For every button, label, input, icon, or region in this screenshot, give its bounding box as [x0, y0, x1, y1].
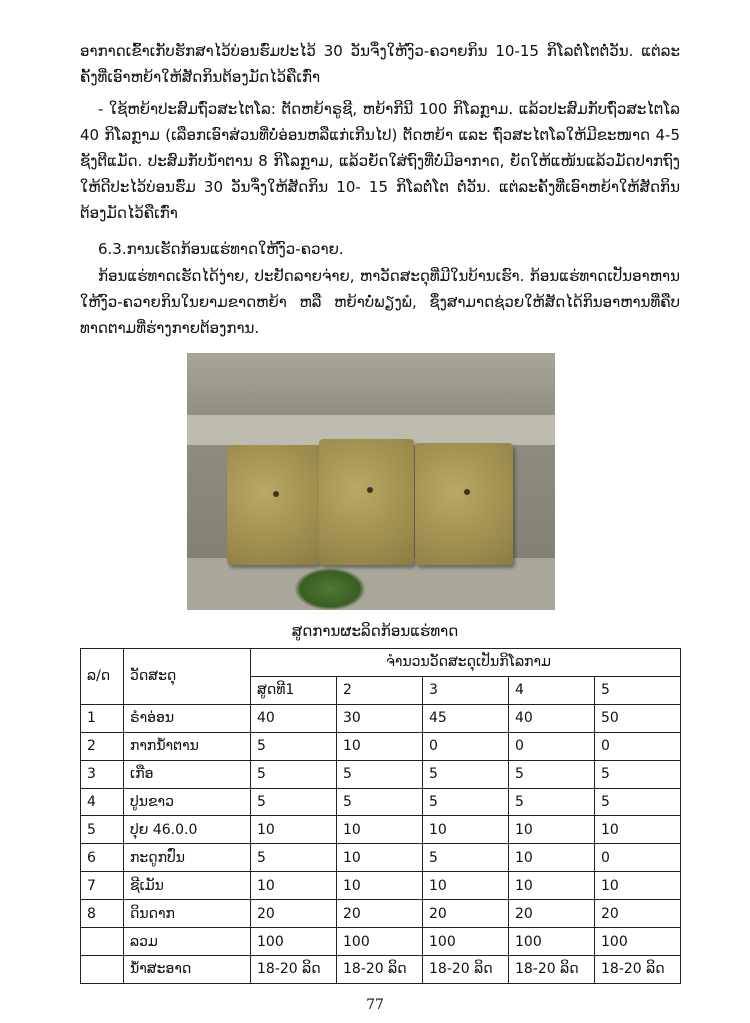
amount-cell: 100 — [251, 928, 337, 956]
row-number: 1 — [81, 704, 124, 732]
amount-cell: 100 — [337, 928, 423, 956]
header-no: ລ/ດ — [81, 649, 124, 705]
formula-header: 2 — [337, 676, 423, 704]
formula-header: 4 — [509, 676, 595, 704]
formula-header: 3 — [423, 676, 509, 704]
amount-cell: 5 — [509, 760, 595, 788]
table-caption: ສູດການຜະລິດກ້ອນແຮ່ທາດ — [291, 622, 459, 640]
paragraph-grass-legume-mix: - ໃຊ້ຫຍ້າປະສົມຖົ່ວສະໄຕໂລ: ຕັດຫຍ້າຣູຊີ, ຫຍ້າກີນີ 100 ກິໂລກຼາມ. ແລ້ວປະສົມກັບຖົ່ວສະໄຕໂລ 40 ກິໂລກຼາມ (ເລືອກເອົາສ່ວນທີ່ບໍ່ອ່ອນຫລືແກ່ເກີນໄປ) ຕັດຫຍ້າ ແລະ ຖົ່ວສະໄຕໂລໃຫ້ມີຂະໜາດ 4-5 ຊັງຕີແມັດ. ປະສົມກັບນ້ຳຕານ 8 ກິໂລກຼາມ, ແລ້ວຍັດໃສ່ຖົງທີ່ບໍ່ມີອາກາດ, ຍັດໃຫ້ແໜ້ນແລ້ວມັດປາກຖົງໃຫ້ດີປະໄວ້ບ່ອນຮົ່ມ 30 ວັນຈຶ່ງໃຫ້ສັດກິນ 10- 15 ກິໂລຕໍ່ໂຕ ຕໍ່ວັນ. ແຕ່ລະຄັ້ງທີ່ເອົາຫຍ້າໃຫ້ສັດກິນຕ້ອງມັດໄວ້ຄືເກົ່າ — [80, 100, 680, 222]
amount-cell: 20 — [337, 900, 423, 928]
amount-cell: 5 — [509, 788, 595, 816]
amount-cell: 10 — [251, 816, 337, 844]
amount-cell: 5 — [595, 760, 681, 788]
section-heading-6-3: 6.3.ການເຮັດກ້ອນແຮ່ທາດໃຫ້ງົວ-ຄວາຍ. — [98, 240, 344, 258]
table-row — [81, 955, 681, 983]
amount-cell: 5 — [423, 844, 509, 872]
material-name: ປຸຍ 46.0.0 — [124, 816, 251, 844]
row-number: 6 — [81, 844, 124, 872]
amount-cell: 5 — [251, 788, 337, 816]
formula-header: ສູດທີ1 — [251, 676, 337, 704]
amount-cell: 5 — [251, 844, 337, 872]
paragraph-silage-storage: ອາກາດເຂົ້າເກັບຮັກສາໄວ້ບ່ອນຮົ່ມປະໄວ້ 30 ວັນຈຶ່ງໃຫ້ງົວ-ຄວາຍກິນ 10-15 ກິໂລຕໍ່ໂຕຕໍ່ວັນ. ແຕ່ລະຄັ້ງທີ່ເອົາຫຍ້າໃຫ້ສັດກິນຕ້ອງມັດໄວ້ຄືເກົ່າ — [80, 42, 680, 86]
paragraph-mineral-block-intro: ກ້ອນແຮ່ທາດເຮັດໄດ້ງ່າຍ, ປະຢັດລາຍຈ່າຍ, ຫາວັດສະດຸທີ່ມີໃນບ້ານເຮົາ. ກ້ອນແຮ່ທາດເປັນອາຫານໃຫ້ງົວ-ຄວາຍກິນໃນຍາມຂາດຫຍ້າ ຫລື ຫຍ້າບໍ່ພຽງພໍ, ຊຶ່ງສາມາດຊ່ວຍໃຫ້ສັດໄດ້ກິນອາຫານທີ່ຄືບທາດຕາມທີ່ຮ່າງກາຍຕ້ອງການ. — [80, 267, 680, 337]
amount-cell: 40 — [251, 704, 337, 732]
amount-cell: 100 — [423, 928, 509, 956]
amount-cell: 100 — [509, 928, 595, 956]
plant — [295, 568, 365, 610]
amount-cell: 10 — [423, 872, 509, 900]
table-row — [81, 844, 681, 872]
mineral-block — [319, 439, 414, 565]
formula-header: 5 — [595, 676, 681, 704]
amount-cell: 30 — [337, 704, 423, 732]
amount-cell: 20 — [423, 900, 509, 928]
amount-cell: 20 — [509, 900, 595, 928]
amount-cell: 40 — [509, 704, 595, 732]
row-number: 2 — [81, 732, 124, 760]
row-number: 8 — [81, 900, 124, 928]
table-row — [81, 732, 681, 760]
block-hole — [367, 487, 373, 493]
material-name: ປູນຂາວ — [124, 788, 251, 816]
mineral-block-formula-table — [80, 648, 681, 984]
material-name: ເກືອ — [124, 760, 251, 788]
amount-cell: 5 — [423, 760, 509, 788]
amount-cell: 18-20 ລິດ — [337, 955, 423, 983]
material-name: ນ້ຳສະອາດ — [124, 955, 251, 983]
row-number — [81, 955, 124, 983]
amount-cell: 45 — [423, 704, 509, 732]
amount-cell: 0 — [595, 732, 681, 760]
material-name: ລວມ — [124, 928, 251, 956]
header-material: ວັດສະດຸ — [124, 649, 251, 705]
row-number: 7 — [81, 872, 124, 900]
amount-cell: 5 — [595, 788, 681, 816]
material-name: ຊີເມັນ — [124, 872, 251, 900]
amount-cell: 18-20 ລິດ — [423, 955, 509, 983]
amount-cell: 0 — [509, 732, 595, 760]
table-row — [81, 816, 681, 844]
table-row — [81, 872, 681, 900]
table-row — [81, 900, 681, 928]
amount-cell: 10 — [337, 816, 423, 844]
mineral-block — [227, 445, 319, 565]
photo-wall — [187, 353, 555, 423]
block-hole — [464, 489, 470, 495]
mineral-blocks-photo — [187, 353, 555, 610]
row-number: 4 — [81, 788, 124, 816]
amount-cell: 5 — [337, 760, 423, 788]
material-name: ກາກນ້ຳຕານ — [124, 732, 251, 760]
photo-ledge — [187, 558, 555, 610]
table-row — [81, 928, 681, 956]
amount-cell: 10 — [509, 816, 595, 844]
table-row — [81, 704, 681, 732]
amount-cell: 10 — [337, 872, 423, 900]
amount-cell: 20 — [251, 900, 337, 928]
amount-cell: 10 — [251, 872, 337, 900]
amount-cell: 10 — [595, 872, 681, 900]
block-hole — [273, 491, 279, 497]
amount-cell: 5 — [337, 788, 423, 816]
table-row — [81, 788, 681, 816]
amount-cell: 18-20 ລິດ — [595, 955, 681, 983]
page-number: 77 — [366, 997, 384, 1013]
amount-cell: 100 — [595, 928, 681, 956]
amount-cell: 5 — [251, 760, 337, 788]
table-header-row — [81, 649, 681, 677]
amount-cell: 10 — [509, 844, 595, 872]
table-row — [81, 760, 681, 788]
amount-cell: 18-20 ລິດ — [509, 955, 595, 983]
material-name: ດິນດາກ — [124, 900, 251, 928]
amount-cell: 0 — [595, 844, 681, 872]
mineral-block — [415, 443, 513, 565]
amount-cell: 10 — [509, 872, 595, 900]
amount-cell: 18-20 ລິດ — [251, 955, 337, 983]
amount-cell: 10 — [337, 844, 423, 872]
material-name: ກະດູກປົ່ນ — [124, 844, 251, 872]
amount-cell: 10 — [595, 816, 681, 844]
amount-cell: 5 — [251, 732, 337, 760]
row-number: 3 — [81, 760, 124, 788]
material-name: ຣຳອ່ອນ — [124, 704, 251, 732]
header-amount: ຈຳນວນວັດສະດຸເປັນກິໂລກາມ — [251, 649, 681, 677]
amount-cell: 10 — [423, 816, 509, 844]
amount-cell: 0 — [423, 732, 509, 760]
amount-cell: 50 — [595, 704, 681, 732]
row-number — [81, 928, 124, 956]
amount-cell: 20 — [595, 900, 681, 928]
amount-cell: 5 — [423, 788, 509, 816]
amount-cell: 10 — [337, 732, 423, 760]
row-number: 5 — [81, 816, 124, 844]
